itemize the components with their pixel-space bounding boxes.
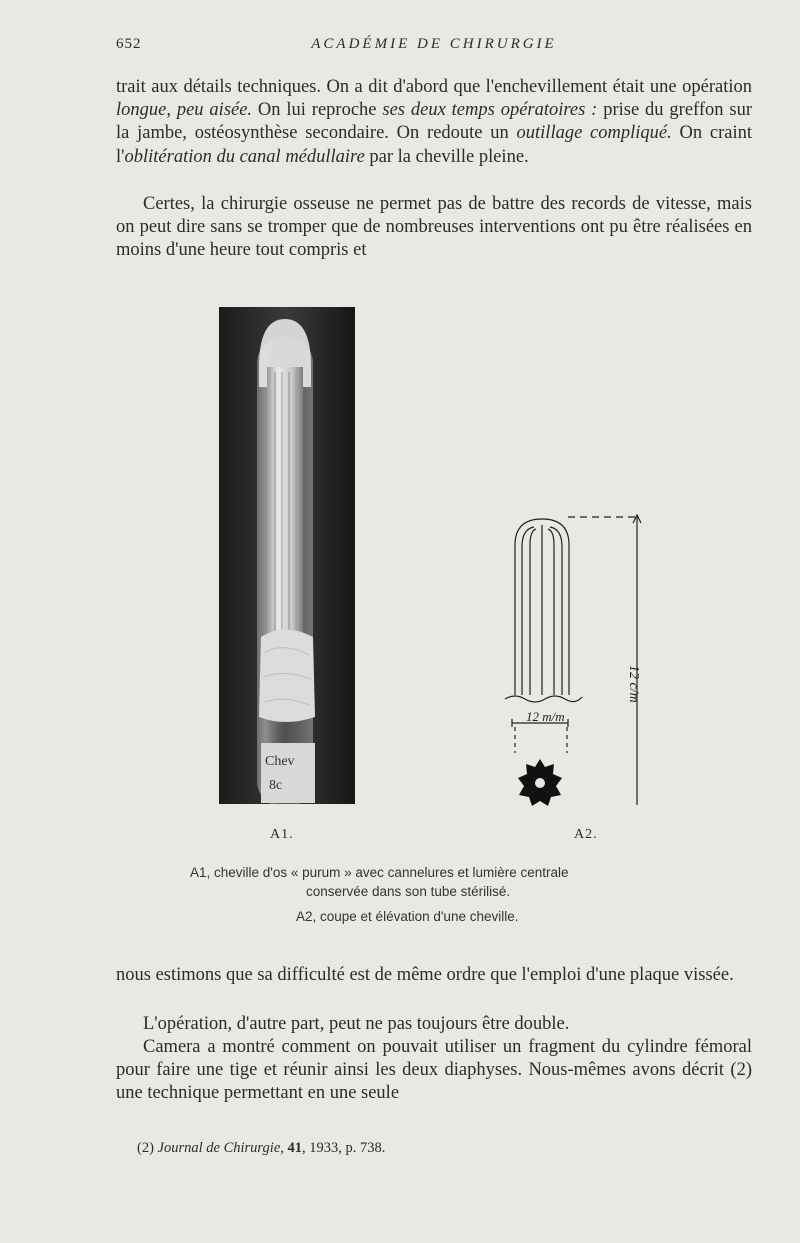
cross-section [518, 759, 562, 806]
paragraph-2: Certes, la chirurgie osseuse ne permet pas de battre des records de vitesse, mais on peut dire sans se tromper que de nombreuses interventions ont pu être réalisées en moins d'une heure tout compris et [116, 194, 752, 261]
caption-a1-line2: conservée dans son tube stérilisé. [306, 884, 511, 899]
footnote-marker: (2) [137, 1140, 154, 1156]
tube-label-line1: Chev [265, 754, 295, 769]
figure-label-a1: A1. [270, 827, 294, 842]
caption-a1-line1: A1, cheville d'os « purum » avec cannelures et lumière centrale [190, 865, 569, 880]
paragraph-3: nous estimons que sa difficulté est de même ordre que l'emploi d'une plaque vissée. [116, 965, 734, 985]
page-number: 652 [116, 36, 142, 52]
italic-run: ses deux temps opératoires : [382, 100, 598, 121]
paragraph-5: Camera a montré comment on pouvait utiliser un fragment du cylindre fémoral pour faire une tige et réunir ainsi les deux diaphyses. Nous-mêmes avons décrit (2) une technique permettant en une seule [116, 1037, 752, 1104]
figure-a1-photo [219, 307, 355, 804]
text-run: On craint l' [116, 123, 752, 167]
text-run: par la cheville pleine. [364, 146, 529, 167]
running-title: ACADÉMIE DE CHIRURGIE [311, 36, 557, 52]
figure-a2-drawing [490, 505, 660, 815]
figure-label-a2: A2. [574, 827, 598, 842]
text-run: trait aux détails techniques. On a dit d'abord que l'enchevillement était une opération [116, 77, 752, 97]
footnote [137, 1140, 385, 1157]
caption-a2: A2, coupe et élévation d'une cheville. [296, 909, 519, 924]
dimension-height: 12 c/m [626, 665, 641, 703]
footnote-volume: 41 [287, 1140, 303, 1156]
italic-run: oblitération du canal médullaire [124, 146, 365, 167]
italic-run: longue, peu aisée. [116, 100, 253, 121]
tube-label-line2: 8c [269, 778, 283, 793]
footnote-journal: Journal de Chirurgie, [157, 1140, 284, 1156]
page-header [116, 36, 752, 58]
italic-run: outillage compliqué. [516, 123, 672, 144]
footnote-rest: , 1933, p. 738. [302, 1140, 386, 1156]
dimension-width: 12 m/m [526, 709, 565, 724]
text-run: prise du greffon sur la jambe, ostéosynthèse secondaire. On redoute un [116, 100, 752, 144]
paragraph-4: L'opération, d'autre part, peut ne pas toujours être double. [143, 1014, 570, 1034]
paragraph-1 [116, 76, 752, 169]
text-run: On lui reproche [252, 100, 383, 121]
